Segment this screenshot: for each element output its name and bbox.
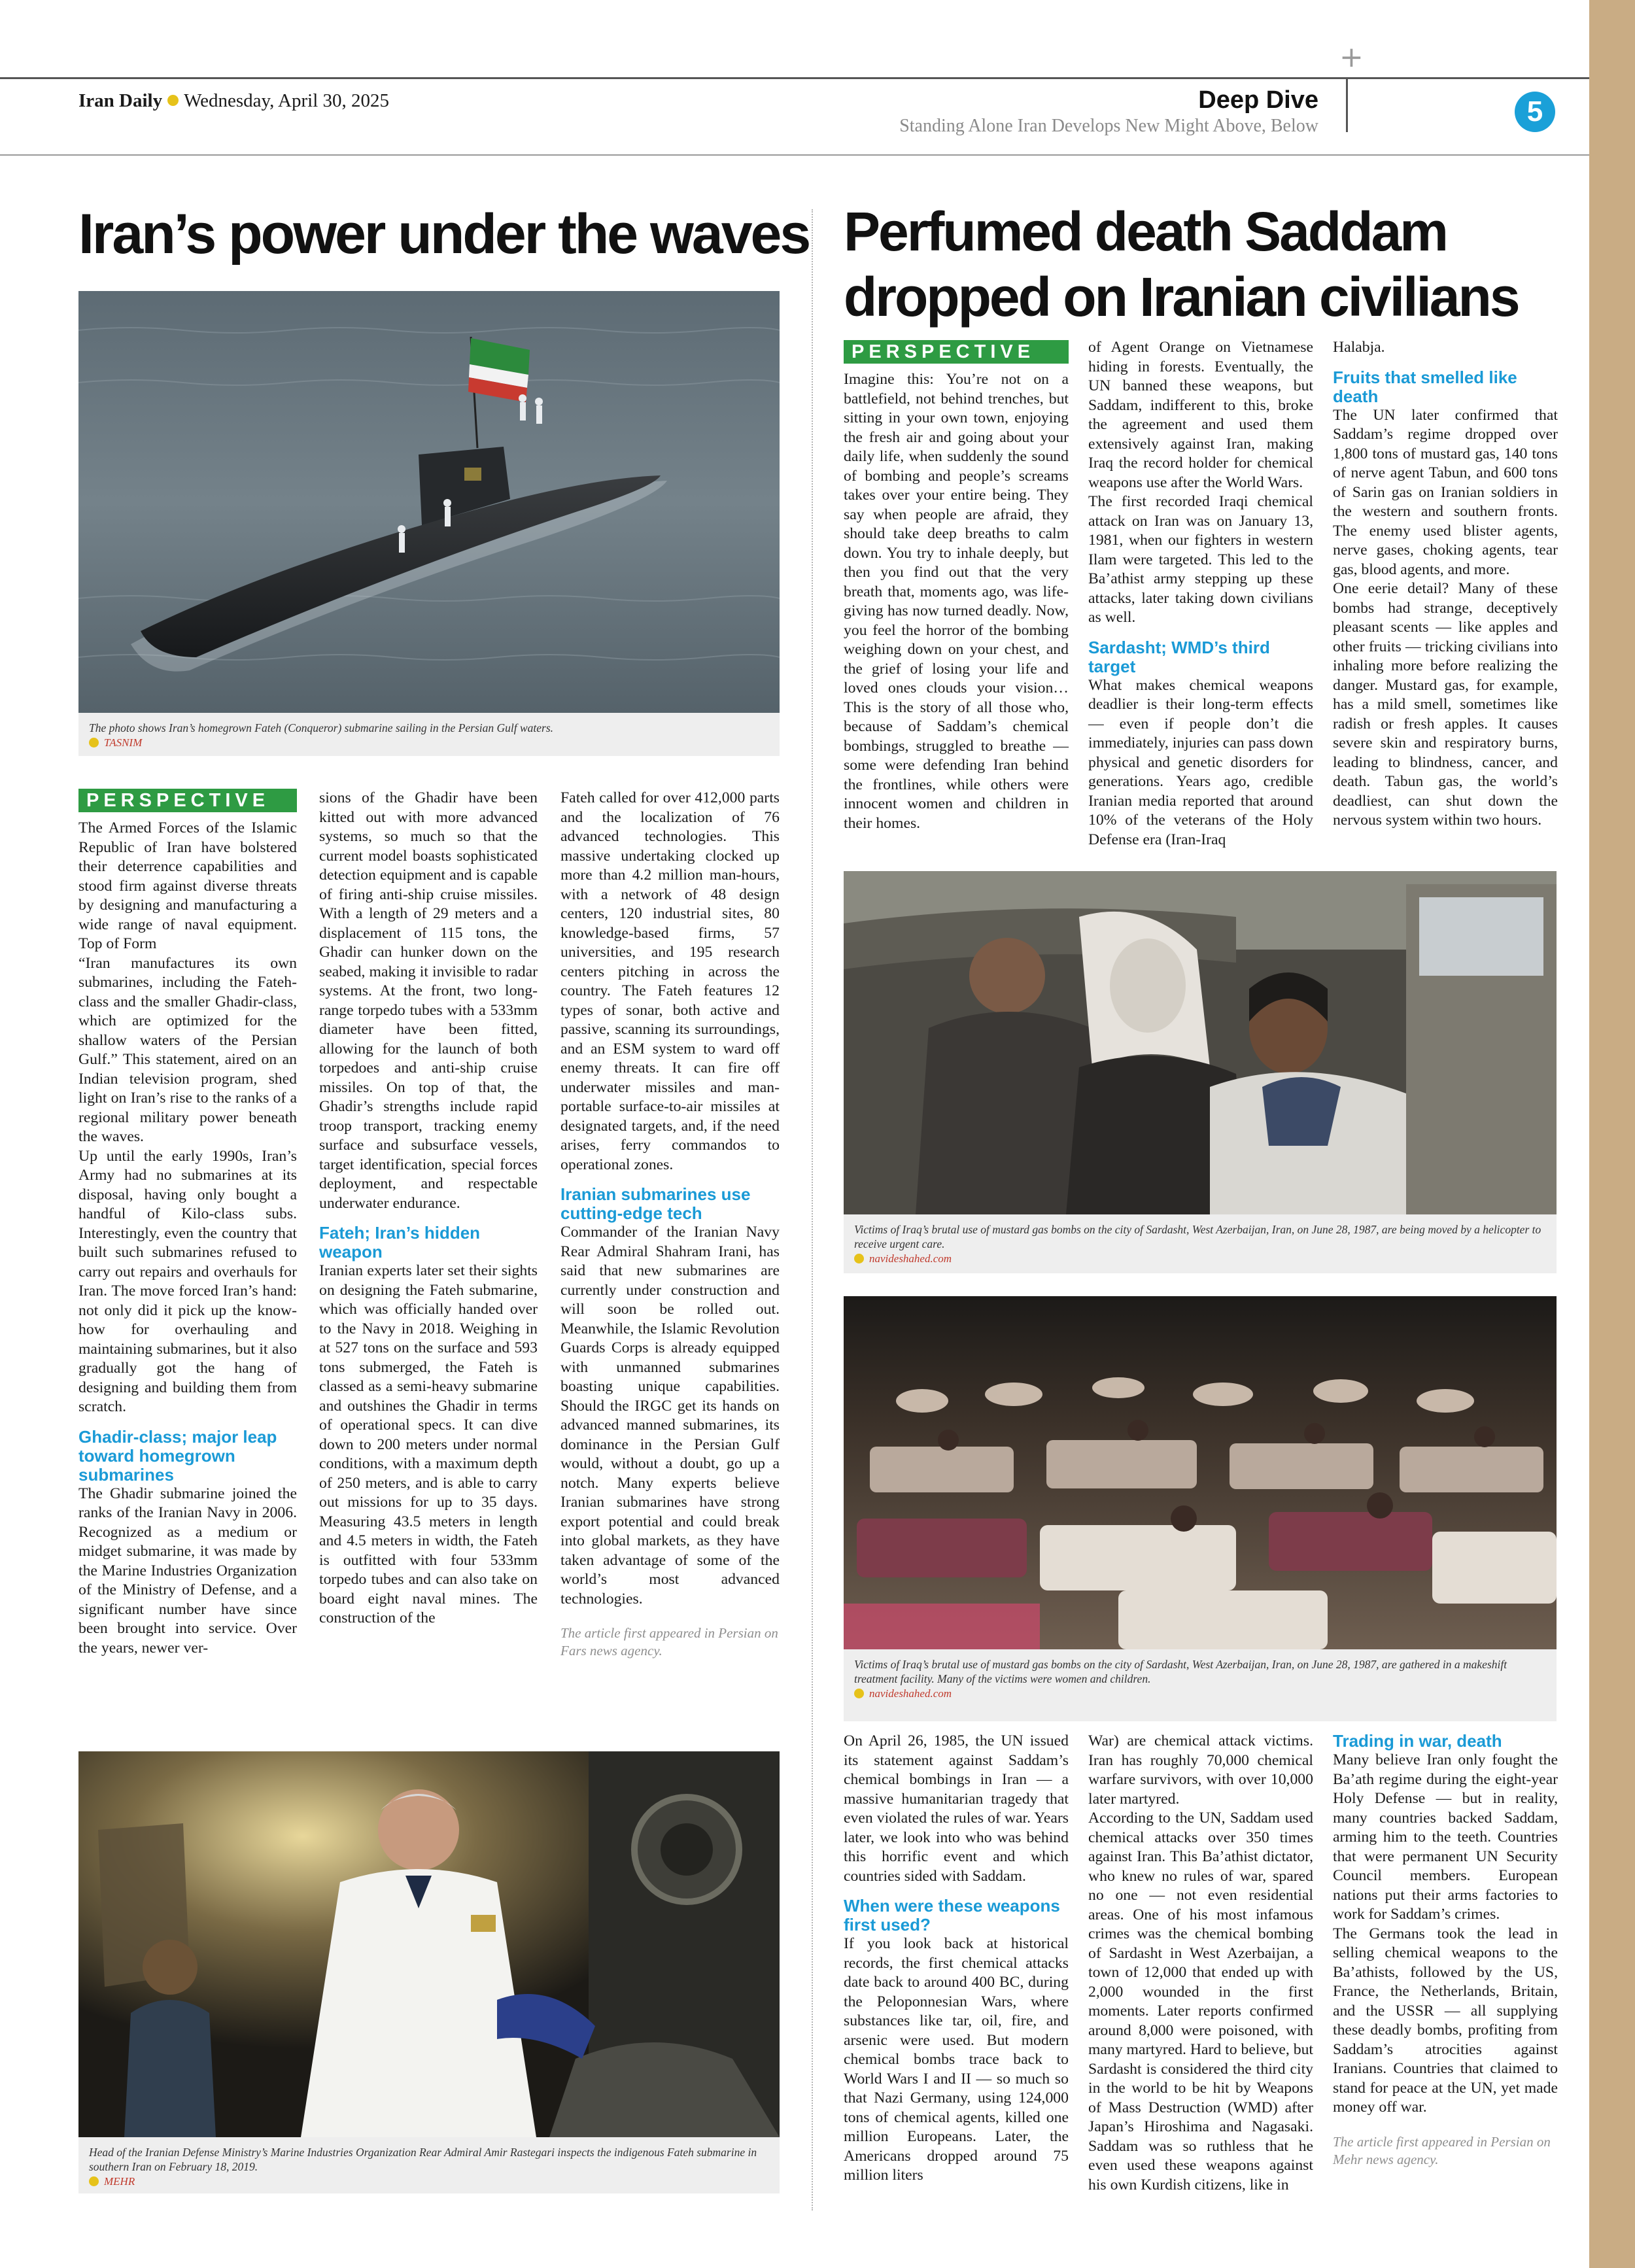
paragraph: The first recorded Iraqi chemical attack on Iran was on January 13, 1981, when our fighters in western Ilam were targeted. This led to the Ba’athist army stepping up these attacks, later taking down civilians as well. xyxy=(1088,493,1313,626)
paragraph: On April 26, 1985, the UN issued its statement against Saddam’s chemical bombings in Iran — a massive humanitarian tragedy that even violated the rules of war. Years later, we look into who was behind this horrific event and which countries sided with Saddam. xyxy=(844,1732,1069,1885)
header-divider xyxy=(0,154,1589,156)
issue-date: Wednesday, April 30, 2025 xyxy=(184,90,390,111)
page-edge-strip xyxy=(1589,0,1635,2268)
paragraph: Up until the early 1990s, Iran’s Army had no submarines at its disposal, having only bought a handful of Kilo-class subs. Interestingly, even the country that built such submarines refused to carry out repairs and overhauls for Iran. The move forced Iran’s hand: not only did it pick up the know-how for overhauling and maintaining submarines, but it also gradually got the hang of designing and building them from scratch. xyxy=(78,1147,297,1415)
photo-caption: Victims of Iraq’s brutal use of mustard gas bombs on the city of Sardasht, West Azerbaijan, Iran, on June 28, 1987, are gathered in a makeshift treatment facility. Many of the victims were women and children. xyxy=(854,1658,1507,1685)
paragraph: According to the UN, Saddam used chemical attacks over 350 times against Iran. This Ba’athist dictator, who knew no rules of war, spared no one — not even residential areas. One of his most infamous crimes was the chemical bombing of Sardasht in West Azerbaijan, a town of 12,000 that ended up with 2,000 wounded in the first moments. Later reports confirmed around 8,000 were poisoned, with many martyred. Hard to believe, but Sardasht is considered the third city in the world to be hit by Weapons of Mass Destruction (WMD) after Japan’s Hiroshima and Nagasaki. Saddam was so ruthless that he even used these weapons against his own Kurdish citizens, like in xyxy=(1088,1810,1314,2193)
section-title: Deep Dive xyxy=(1198,86,1318,114)
subheading: Sardasht; WMD’s third target xyxy=(1088,637,1270,676)
paragraph: Halabja. xyxy=(1333,339,1385,356)
paragraph: Commander of the Iranian Navy Rear Admiral Shahram Irani, has said that new submarines are currently under construction and will soon be rolled out. Meanwhile, the Islamic Revolution Guards Corps is already equipped with unmanned submarines boasting unique capabilities. Should the IRGC get its hands on advanced manned submarines, its dominance in the Persian Gulf would, without a doubt, go up a notch. Many experts believe Iranian submarines have strong export potential and could break into global markets, as they have taken advantage of some of the world’s most advanced technologies. xyxy=(560,1224,780,1607)
left-column-2 xyxy=(319,789,538,1628)
helicopter-victims-photo xyxy=(844,871,1557,1214)
photo-caption: Head of the Iranian Defense Ministry’s Marine Industries Organization Rear Admiral Amir Rastegari inspects the indigenous Fateh submarine in southern Iran on February 18, 2019. xyxy=(89,2146,757,2173)
submarine-photo xyxy=(78,291,780,713)
subheading: Fateh; Iran’s hidden weapon xyxy=(319,1223,481,1262)
left-column-1 xyxy=(78,789,297,1658)
header-vertical-rule xyxy=(1346,77,1348,132)
treatment-facility-photo xyxy=(844,1296,1557,1649)
helicopter-caption-box xyxy=(844,1214,1557,1273)
right-bottom-column-3 xyxy=(1333,1721,1558,2169)
paper-name: Iran Daily xyxy=(78,90,163,111)
right-headline: Perfumed death Saddam dropped on Iranian civilians xyxy=(844,201,1519,328)
paragraph: If you look back at historical records, the first chemical attacks date back to around 400 BC, during the Peloponnesian Wars, where substances like tar, oil, fire, and arsenic were used. But modern chemical bombs trace back to World Wars I and II — so much so that Nazi Germany, using 124,000 tons of chemical agents, killed one million Europeans. Later, the Americans dropped around 75 million liters xyxy=(844,1935,1069,2184)
admiral-inspection-photo xyxy=(78,1751,780,2137)
right-bottom-column-2 xyxy=(1088,1732,1313,2195)
paragraph: One eerie detail? Many of these bombs had strange, deceptively pleasant scents — like apples and other fruits — tricking civilians into inhaling more before realizing the danger. Mustard gas, for example, has a mild smell, sometimes like radish or fresh apples. It causes severe skin and respiratory burns, leading to blindness, cancer, and death. Tabun gas, the world’s deadliest, can shut down the nervous system within two hours. xyxy=(1333,580,1558,829)
right-column-1 xyxy=(844,340,1069,833)
paragraph: The Armed Forces of the Islamic Republic of Iran have bolstered their deterrence capabilities and stood firm against diverse threats by designing and manufacturing a wide range of naval equipment. Top of Form xyxy=(78,819,297,952)
paragraph: The UN later confirmed that Saddam’s regime dropped over 1,800 tons of mustard gas, 140 tons of nerve agent Tabun, and 600 tons of Sarin gas on Iranian soldiers in the western and southern fronts. The enemy used blister agents, nerve gases, choking agents, tear gas, blood agents, and more. xyxy=(1333,406,1558,578)
paragraph: The Ghadir submarine joined the ranks of the Iranian Navy in 2006. Recognized as a medium or midget submarine, it was made by the Marine Industries Organization of the Ministry of Defense, and a significant number have since been brought into service. Over the years, newer ver- xyxy=(78,1485,297,1657)
photo-credit: TASNIM xyxy=(89,736,769,749)
paragraph: Imagine this: You’re not on a battlefield, not behind trenches, but sitting in your own town, enjoying the fresh air and going about your daily life, when suddenly the sound of bombing and people’s screams takes over your entire being. They say when people are afraid, they should take deep breaths to calm down. You try to inhale deeply, but then you find out that the very breath that, moments ago, was life-giving has now turned deadly. Now, you feel the horror of the bombing weighing down on your chest, and the grief of losing your life and loved ones clouds your vision… This is the story of all those who, because of Saddam’s chemical bombings, struggled to breathe — some were defending Iran behind the frontlines, while others were innocent women and children in their homes. xyxy=(844,371,1069,832)
right-bottom-column-1 xyxy=(844,1732,1069,2186)
subheading: Fruits that smelled like death xyxy=(1333,367,1517,406)
crop-mark: + xyxy=(1339,41,1364,74)
section-subtitle: Standing Alone Iran Develops New Might Above, Below xyxy=(899,116,1318,136)
paragraph: “Iran manufactures its own submarines, including the Fateh-class and the smaller Ghadir-class, which are optimized for the shallow waters of the Persian Gulf.” This statement, aired on an Indian television program, shed light on Iran’s rise to the ranks of a regional military power beneath the waves. xyxy=(78,954,297,1145)
column-divider xyxy=(812,209,813,2210)
submarine-caption-box xyxy=(78,713,780,756)
admiral-caption-box xyxy=(78,2137,780,2193)
paragraph: Iranian experts later set their sights on designing the Fateh submarine, which was officially handed over to the Navy in 2018. Weighing in at 527 tons on the surface and 593 tons submerged, the Fateh is classed as a semi-heavy submarine and outshines the Ghadir in terms of operational specs. It can dive down to 200 meters under normal conditions, with a maximum depth of 250 meters, and is able to carry out missions for up to 35 days. Measuring 43.5 meters in length and 4.5 meters in width, the Fateh is outfitted with four 533mm torpedo tubes and can also take on board eight naval mines. The construction of the xyxy=(319,1262,538,1626)
left-column-3 xyxy=(560,789,780,1660)
source-note: The article first appeared in Persian on Fars news agency. xyxy=(560,1625,778,1658)
masthead xyxy=(78,90,389,112)
perspective-tag: PERSPECTIVE xyxy=(844,340,1069,364)
paragraph: of Agent Orange on Vietnamese hiding in forests. Eventually, the UN banned these weapons, but Saddam, indifferent to this, broke the agreement and used them extensively against Iran, making Iraq the record holder for chemical weapons use after the World Wars. xyxy=(1088,339,1313,491)
subheading: Iranian submarines use cutting-edge tech xyxy=(560,1184,751,1223)
yellow-dot-icon xyxy=(167,95,179,106)
subheading: When were these weapons first used? xyxy=(844,1896,1060,1934)
facility-caption-box xyxy=(844,1649,1557,1721)
photo-caption: The photo shows Iran’s homegrown Fateh (Conqueror) submarine sailing in the Persian Gulf waters. xyxy=(89,721,554,734)
subheading: Trading in war, death xyxy=(1333,1731,1502,1751)
source-note: The article first appeared in Persian on Mehr news agency. xyxy=(1333,2133,1551,2167)
paragraph: What makes chemical weapons deadlier is their long-term effects — even if people don’t die immediately, injuries can pass down physical and genetic disorders for generations. Years ago, credible Iranian media reported that around 10% of the veterans of the Holy Defense era (Iran-Iraq xyxy=(1088,676,1313,848)
paragraph: War) are chemical attack victims. Iran has roughly 70,000 chemical warfare survivors, with over 10,000 later martyred. xyxy=(1088,1732,1313,1808)
subheading: Ghadir-class; major leap toward homegrown submarines xyxy=(78,1426,277,1485)
perspective-tag: PERSPECTIVE xyxy=(78,789,297,812)
paragraph: Fateh called for over 412,000 parts and the localization of 76 advanced technologies. This massive undertaking clocked up more than 4.2 million man-hours, with a network of 48 design centers, 120 industrial sites, 80 knowledge-based firms, 57 universities, and 195 research centers pitching in across the country. The Fateh features 12 types of sonar, both active and passive, scanning its surroundings, and an ESM system to ward off enemy threats. It can fire off underwater missiles and man-portable surface-to-air missiles at designated targets, and, if the need arises, ferry commandos to operational zones. xyxy=(560,789,780,1173)
page-number-badge: 5 xyxy=(1515,92,1555,132)
header-rule xyxy=(0,77,1589,79)
left-headline: Iran’s power under the waves xyxy=(78,203,810,266)
right-column-2 xyxy=(1088,338,1313,850)
photo-caption: Victims of Iraq’s brutal use of mustard gas bombs on the city of Sardasht, West Azerbaijan, Iran, on June 28, 1987, are being moved by a helicopter to receive urgent care. xyxy=(854,1223,1541,1250)
paragraph: The Germans took the lead in selling chemical weapons to the Ba’athists, followed by the US, France, the Netherlands, Britain, and the USSR — all supplying these deadly bombs, profiting from Saddam’s atrocities against Iranians. Countries that claimed to stand for peace at the UN, yet made money off war. xyxy=(1333,1925,1558,2116)
paragraph: sions of the Ghadir have been kitted out with more advanced systems, so much so that the current model boasts sophisticated detection equipment and is capable of firing anti-ship cruise missiles. With a length of 29 meters and a displacement of 115 tons, the Ghadir can hunker down on the seabed, making it invisible to radar systems. At the front, two long-range torpedo tubes with a 533mm diameter have been fitted, allowing for the launch of both torpedoes and anti-ship cruise missiles. On top of that, the Ghadir’s strengths include rapid troop transport, tracking enemy surface and subsurface vessels, target identification, special forces deployment, and respectable underwater endurance. xyxy=(319,789,538,1212)
right-column-3 xyxy=(1333,338,1558,831)
photo-credit: navideshahed.com xyxy=(854,1687,1546,1700)
paragraph: Many believe Iran only fought the Ba’ath regime during the eight-year Holy Defense — but in reality, many countries backed Saddam, arming him to the teeth. Countries that were permanent UN Security Council members. European nations put their arms factories to work for Saddam’s crimes. xyxy=(1333,1751,1558,1923)
photo-credit: MEHR xyxy=(89,2175,769,2188)
photo-credit: navideshahed.com xyxy=(854,1252,1546,1265)
